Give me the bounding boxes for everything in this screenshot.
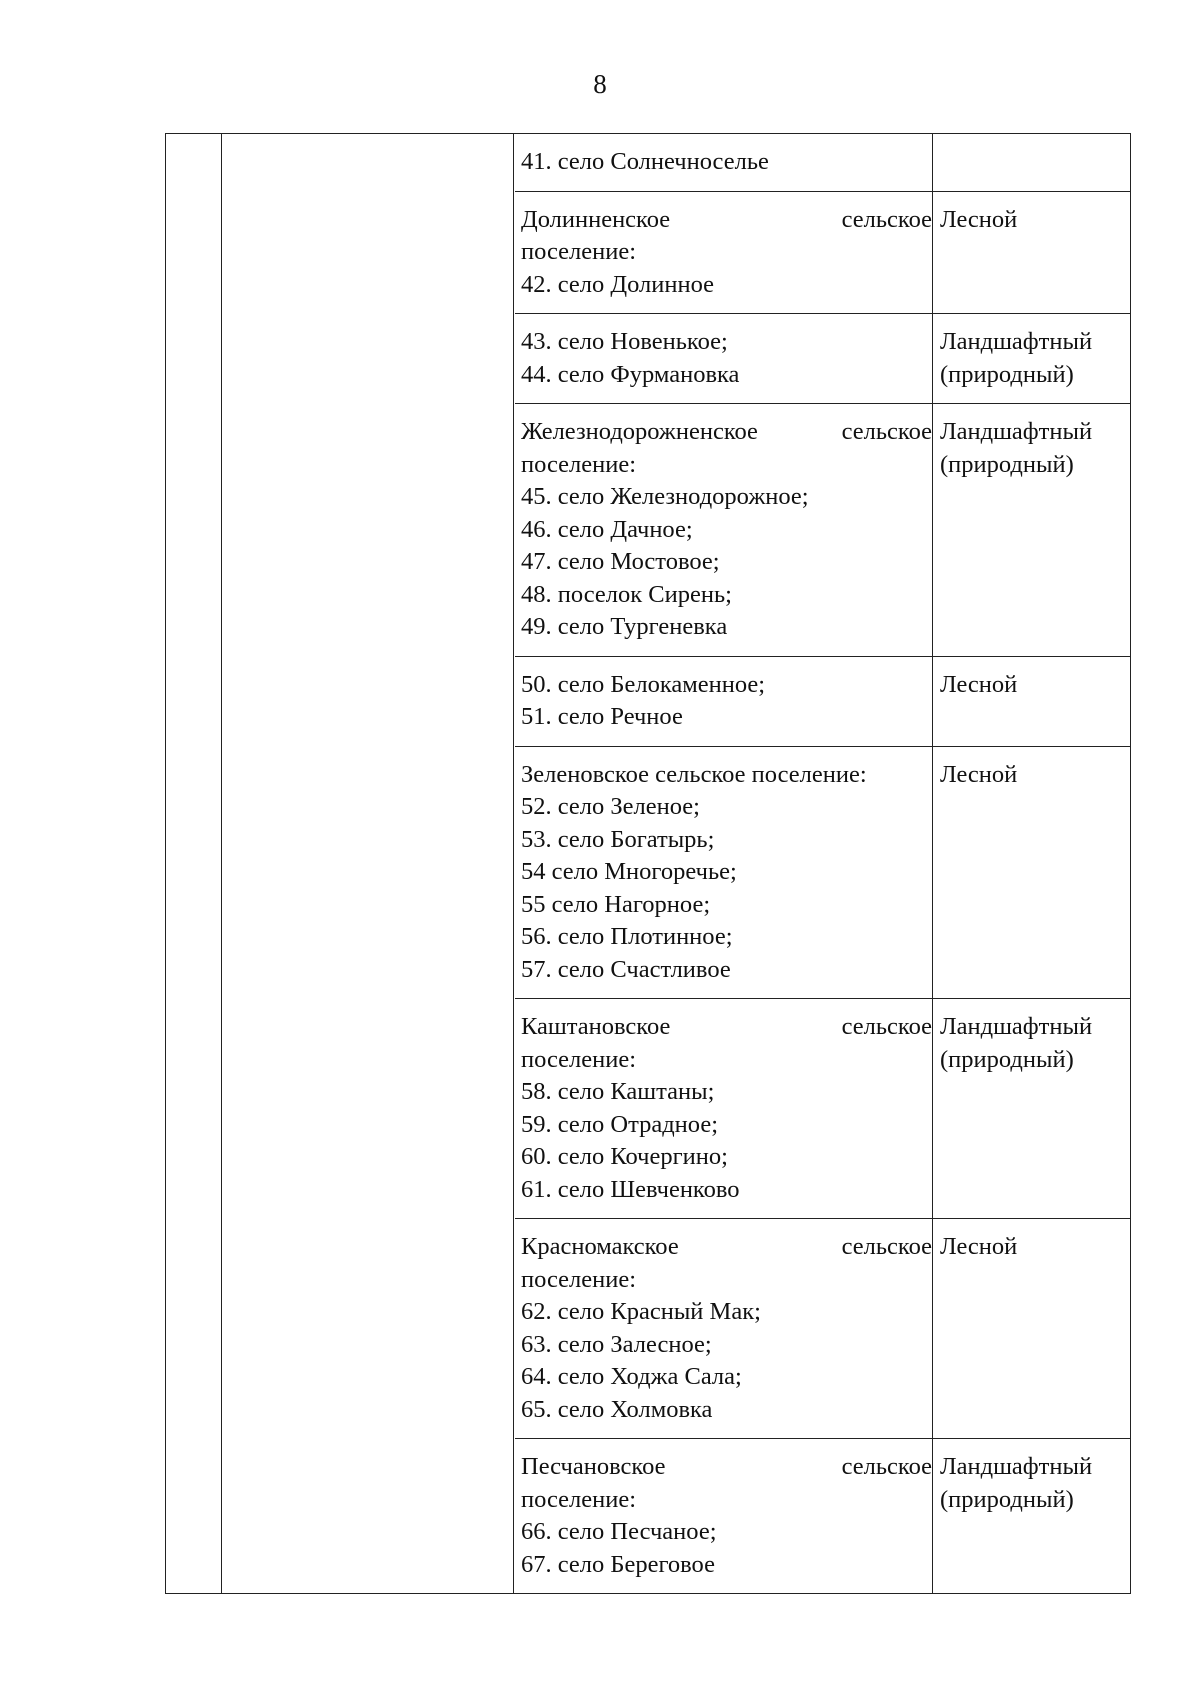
- settlement-heading-line: [521, 1451, 932, 1484]
- locality-item: 62. село Красный Мак;: [521, 1298, 761, 1325]
- settlements-cell: [515, 192, 933, 314]
- locality-item: 63. село Залесное;: [521, 1330, 712, 1358]
- zone-type-text: Ландшафтный: [940, 1453, 1093, 1480]
- locality-item: 48. поселок Сирень;: [521, 580, 732, 608]
- zone-type-cell: [933, 657, 1130, 746]
- table-row: [515, 134, 1130, 192]
- settlement-heading-suffix: поселение:: [521, 1265, 637, 1293]
- locality-item: 65. село Холмовка: [521, 1395, 713, 1423]
- settlement-name: Красномакское: [521, 1233, 679, 1260]
- locality-item: 45. село Железнодорожное;: [521, 483, 809, 510]
- settlement-kind: сельское: [841, 1013, 932, 1040]
- table-row: [515, 657, 1130, 747]
- zone-type-text: Ландшафтный: [940, 1013, 1093, 1040]
- zone-type-text: Лесной: [940, 670, 1018, 698]
- settlement-heading-line: [521, 204, 932, 237]
- settlement-kind: сельское: [841, 205, 932, 233]
- zone-type-text: (природный): [940, 450, 1074, 478]
- zone-type-text: Лесной: [940, 1233, 1018, 1260]
- settlements-cell: [515, 404, 933, 656]
- locality-item: 52. село Зеленое;: [521, 793, 700, 820]
- locality-item: 46. село Дачное;: [521, 515, 693, 543]
- page-number: 8: [593, 69, 607, 99]
- settlement-heading-suffix: поселение:: [521, 1045, 637, 1073]
- table-rows: [515, 134, 1130, 1593]
- zone-type-text: (природный): [940, 1485, 1074, 1513]
- settlements-cell: [515, 657, 933, 746]
- locality-item: 51. село Речное: [521, 703, 683, 730]
- locality-item: 41. село Солнечноселье: [521, 148, 769, 175]
- zone-type-text: Лесной: [940, 760, 1018, 788]
- zone-type-cell: [933, 999, 1130, 1218]
- table-row: [515, 1439, 1130, 1593]
- zone-type-cell: [933, 314, 1130, 403]
- settlement-kind: сельское: [841, 418, 932, 445]
- locality-item: 61. село Шевченково: [521, 1175, 740, 1203]
- settlements-cell: [515, 134, 933, 191]
- locality-item: 53. село Богатырь;: [521, 825, 715, 853]
- settlements-cell: [515, 314, 933, 403]
- locality-item: 66. село Песчаное;: [521, 1518, 717, 1545]
- locality-item: 56. село Плотинное;: [521, 923, 733, 950]
- locality-item: Зеленовское сельское поселение:: [521, 760, 867, 788]
- table-row: [515, 314, 1130, 404]
- column-divider-2: [513, 134, 514, 1593]
- zone-type-cell: [933, 404, 1130, 656]
- locality-item: 60. село Кочергино;: [521, 1143, 728, 1170]
- locality-item: 64. село Ходжа Сала;: [521, 1363, 742, 1390]
- locality-item: 47. село Мостовое;: [521, 548, 720, 575]
- locality-item: 57. село Счастливое: [521, 955, 731, 983]
- settlement-heading-suffix: поселение:: [521, 238, 637, 265]
- table-row: [515, 747, 1130, 1000]
- zone-type-text: Ландшафтный: [940, 418, 1093, 445]
- locality-item: 55 село Нагорное;: [521, 890, 711, 918]
- locality-item: 54 село Многоречье;: [521, 858, 737, 885]
- settlements-table: [165, 133, 1131, 1594]
- locality-item: 43. село Новенькое;: [521, 328, 728, 355]
- locality-item: 49. село Тургеневка: [521, 613, 728, 640]
- zone-type-cell: [933, 1439, 1130, 1593]
- settlements-cell: [515, 1219, 933, 1438]
- settlement-heading-suffix: поселение:: [521, 450, 637, 478]
- settlement-name: Долинненское: [521, 205, 671, 233]
- settlements-cell: [515, 747, 933, 999]
- zone-type-cell: [933, 747, 1130, 999]
- column-divider-1: [221, 134, 222, 1593]
- settlement-name: Песчановское: [521, 1453, 666, 1480]
- zone-type-text: Лесной: [940, 205, 1018, 233]
- zone-type-text: Ландшафтный: [940, 328, 1093, 355]
- settlement-kind: сельское: [841, 1233, 932, 1260]
- locality-item: 42. село Долинное: [521, 270, 715, 298]
- settlements-cell: [515, 999, 933, 1218]
- locality-item: 44. село Фурмановка: [521, 360, 740, 388]
- settlement-heading-suffix: поселение:: [521, 1485, 637, 1513]
- zone-type-text: (природный): [940, 1045, 1074, 1073]
- locality-item: 50. село Белокаменное;: [521, 670, 766, 698]
- table-row: [515, 404, 1130, 657]
- settlement-kind: сельское: [841, 1453, 932, 1480]
- table-row: [515, 999, 1130, 1219]
- zone-type-text: (природный): [940, 360, 1074, 388]
- settlement-name: Железнодорожненское: [521, 418, 758, 445]
- locality-item: 58. село Каштаны;: [521, 1078, 715, 1105]
- locality-item: 59. село Отрадное;: [521, 1110, 719, 1138]
- zone-type-cell: [933, 1219, 1130, 1438]
- table-row: [515, 192, 1130, 315]
- settlement-heading-line: [521, 1011, 932, 1044]
- settlement-heading-line: [521, 416, 932, 449]
- settlement-heading-line: [521, 1231, 932, 1264]
- locality-item: 67. село Береговое: [521, 1550, 715, 1578]
- zone-type-cell: [933, 192, 1130, 314]
- zone-type-cell: [933, 134, 1130, 191]
- table-row: [515, 1219, 1130, 1439]
- settlement-name: Каштановское: [521, 1013, 671, 1040]
- settlements-cell: [515, 1439, 933, 1593]
